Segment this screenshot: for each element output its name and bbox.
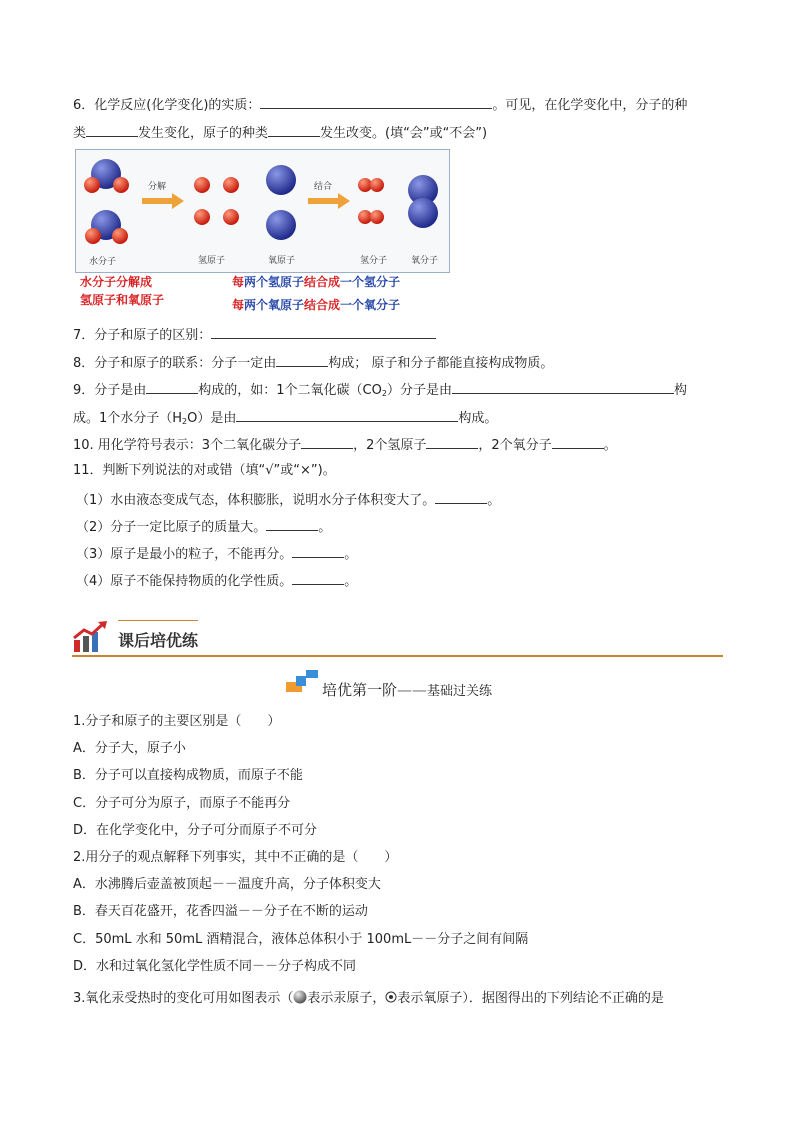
hydrogen-atom-icon xyxy=(194,177,239,225)
q11-blank-4[interactable] xyxy=(292,571,344,585)
label-oxygen-atom: 氧原子 xyxy=(268,256,296,266)
mercury-atom-icon xyxy=(293,990,307,1004)
mc1-option-a[interactable]: A．分子大，原子小 xyxy=(73,741,186,756)
section-rule xyxy=(72,655,723,657)
caption-left-2: 氢原子和氧原子 xyxy=(80,293,165,307)
q9-text-b: 构成的，如：1个二氧化碳（CO xyxy=(198,383,382,398)
subheading-title: 培优第一阶——基础过关练 xyxy=(322,681,493,699)
q8-text-a: 8．分子和原子的联系：分子一定由 xyxy=(73,356,277,371)
label-oxygen-molecule: 氧分子 xyxy=(411,256,439,266)
mc2-stem: 2.用分子的观点解释下列事实，其中不正确的是（ ） xyxy=(73,850,398,865)
mc2-option-a[interactable]: A．水沸腾后壶盖被顶起－－温度升高，分子体积变大 xyxy=(73,877,381,892)
molecule-diagram xyxy=(76,150,449,272)
q6-text-e: 发生改变。(填“会”或“不会”) xyxy=(320,126,488,141)
q6-text-b: 。可见，在化学变化中，分子的种 xyxy=(492,98,688,113)
mc1-stem: 1.分子和原子的主要区别是（ ） xyxy=(73,714,281,729)
mc1-option-d[interactable]: D．在化学变化中，分子可分而原子不可分 xyxy=(73,823,318,838)
q6-text-c: 类 xyxy=(73,126,87,141)
mc2-option-b[interactable]: B．春天百花盛开，花香四溢－－分子在不断的运动 xyxy=(73,904,368,919)
oxygen-molecule-icon xyxy=(408,175,438,228)
label-water-molecule: 水分子 xyxy=(89,257,117,267)
q10-text-b: ，2个氢原子 xyxy=(353,438,427,453)
q7-text: 7．分子和原子的区别： xyxy=(73,328,212,343)
caption-right-2: 每两个氧原子结合成一个氧分子 xyxy=(232,298,401,312)
q6-text-d: 发生变化，原子的种类 xyxy=(138,126,269,141)
q9-text-e: 成。1个水分子（H xyxy=(73,411,183,426)
mc1-option-b[interactable]: B．分子可以直接构成物质，而原子不能 xyxy=(73,768,303,783)
q8-text-b: 构成； 原子和分子都能直接构成物质。 xyxy=(328,356,554,371)
q7 xyxy=(73,325,436,345)
q6-blank-molecule[interactable] xyxy=(86,123,138,137)
label-hydrogen-atom: 氢原子 xyxy=(198,256,226,266)
caption-right-1: 每两个氢原子结合成一个氢分子 xyxy=(232,275,401,289)
caption-left-1: 水分子分解成 xyxy=(80,275,153,289)
q11-blank-3[interactable] xyxy=(292,544,344,558)
arrow-label-combine: 结合 xyxy=(314,182,333,192)
arrow-right-icon xyxy=(142,193,184,209)
q9-text-d: 构 xyxy=(673,383,687,398)
q8 xyxy=(73,353,553,373)
q11-stem: 11．判断下列说法的对或错（填“√”或“×”)。 xyxy=(73,463,336,478)
q11-item-2: （2）分子一定比原子的质量大。 。 xyxy=(76,517,331,537)
mc2-option-d[interactable]: D．水和过氧化氢化学性质不同－－分子构成不同 xyxy=(73,959,357,974)
water-molecule-icon xyxy=(85,210,128,244)
q11-blank-2[interactable] xyxy=(266,517,318,531)
q11-item-4: （4）原子不能保持物质的化学性质。 。 xyxy=(76,571,357,591)
q9-line1: 9．分子是由 构成的，如：1个二氧化碳$(CO_2)$分子是由 构 xyxy=(73,380,687,403)
stairs-icon xyxy=(286,670,320,692)
arrow-right-icon xyxy=(308,193,350,209)
q10-blank-3[interactable] xyxy=(552,435,604,449)
q11-blank-1[interactable] xyxy=(435,490,487,504)
q11-item-1: （1）水由液态变成气态，体积膨胀，说明水分子体积变大了。 。 xyxy=(76,490,500,510)
section-title: 课后培优练 xyxy=(118,631,199,650)
q10-text-a: 10. 用化学符号表示：3个二氧化碳分子 xyxy=(73,438,302,453)
oxygen-atom-icon xyxy=(266,165,296,240)
q6-line2 xyxy=(73,123,487,143)
q9-text-c: ）分子是由 xyxy=(386,383,452,398)
q11-item-3: （3）原子是最小的粒子，不能再分。 。 xyxy=(76,544,357,564)
q10-blank-2[interactable] xyxy=(426,435,478,449)
q10-text-d: 。 xyxy=(603,438,617,453)
q10 xyxy=(73,435,617,455)
q9-blank-2[interactable] xyxy=(452,380,674,394)
section-top-rule xyxy=(118,620,198,621)
q9-blank-1[interactable] xyxy=(146,380,198,394)
q9-blank-3[interactable] xyxy=(236,408,458,422)
q9-line2: 成。1个水分子$(H_2O)$是由 构成。 xyxy=(73,408,497,431)
oxygen-atom-icon xyxy=(385,991,397,1003)
q10-text-c: ，2个氧分子 xyxy=(478,438,552,453)
q7-blank[interactable] xyxy=(211,325,436,339)
q9-text-f: O）是由 xyxy=(187,411,237,426)
q9-text-g: 构成。 xyxy=(458,411,498,426)
mc1-option-c[interactable]: C．分子可分为原子，而原子不能再分 xyxy=(73,796,291,811)
mc3-stem: 3.氧化汞受热时的变化可用如图表示（ 表示汞原子， 表示氧原子）．据图得出的下列结论不正确的是 xyxy=(73,991,664,1006)
label-hydrogen-molecule: 氢分子 xyxy=(360,256,388,266)
q6-line1 xyxy=(73,95,687,115)
q6-blank-atom[interactable] xyxy=(268,123,320,137)
water-molecule-icon xyxy=(84,159,129,193)
q6-blank-essence[interactable] xyxy=(260,95,492,109)
growth-chart-icon xyxy=(72,620,112,656)
q10-blank-1[interactable] xyxy=(301,435,353,449)
arrow-label-decompose: 分解 xyxy=(148,182,167,192)
q8-blank[interactable] xyxy=(276,353,328,367)
water-decomposition-figure xyxy=(75,149,450,273)
hydrogen-molecule-icon xyxy=(358,178,384,224)
q9-text-a: 9．分子是由 xyxy=(73,383,147,398)
q6-text-a: 6．化学反应(化学变化)的实质： xyxy=(73,98,261,113)
mc2-option-c[interactable]: C．50mL 水和 50mL 酒精混合，液体总体积小于 100mL－－分子之间有间隔 xyxy=(73,932,529,947)
